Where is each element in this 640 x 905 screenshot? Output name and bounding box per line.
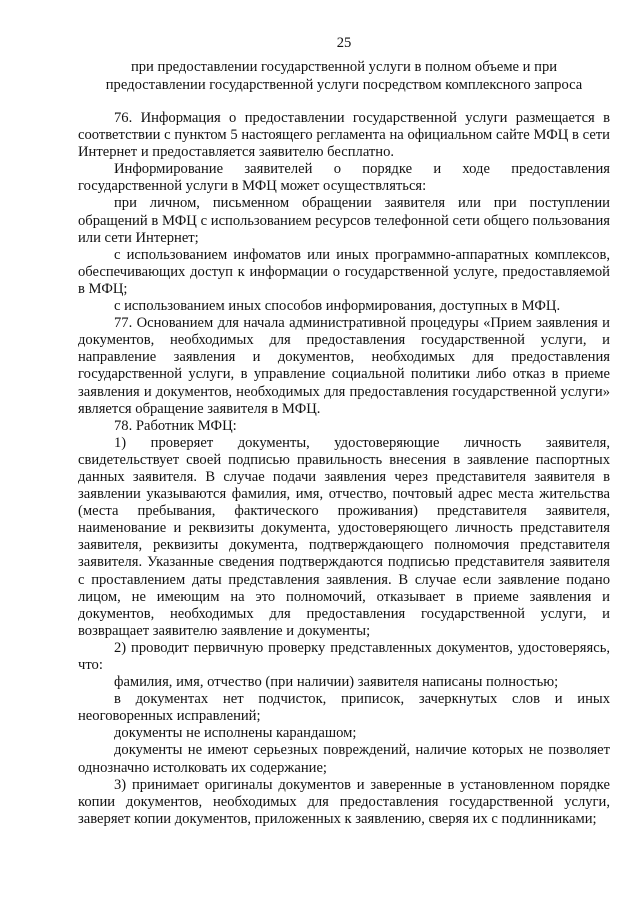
paragraph-full-name-check: фамилия, имя, отчество (при наличии) заявителя написаны полностью; <box>114 674 559 691</box>
section-heading-line-1: при предоставлении государственной услуги в полном объеме и при <box>130 59 558 75</box>
section-heading-line-2: предоставлении государственной услуги посредством комплексного запроса <box>105 76 583 93</box>
section-heading <box>78 59 610 94</box>
paragraph-no-pencil-check: документы не исполнены карандашом; <box>114 725 357 742</box>
paragraph-78-item-1: 1) проверяет документы, удостоверяющие личность заявителя, свидетельствует своей подписью правильность внесения в заявление паспортных данных заявителя. В случае подачи заявления через представителя заявителя в заявлении указываются фамилия, имя, отчество, почтовый адрес места жительства (места пребывания, фактического проживания) представителя заявителя, наименование и реквизиты документа, удостоверяющего личность представителя заявителя, реквизиты документа, подтверждающего полномочия представителя заявителя. Указанные сведения подтверждаются подписью представителя заявителя с проставлением даты представления заявления. В случае если заявление подано лицом, не имеющим на это полномочий, отказывает в приеме заявления и документов, необходимых для предоставления государственной услуги, и возвращает заявителю заявление и документы; <box>78 434 610 639</box>
paragraph-personal-request: при личном, письменном обращении заявителя или при поступлении обращений в МФЦ с использованием ресурсов телефонной сети общего пользования или сети Интернет; <box>78 195 610 246</box>
page-number: 25 <box>336 35 352 51</box>
paragraph-no-damage-check: документы не имеют серьезных повреждений, наличие которых не позволяет однозначно истолковать их содержание; <box>78 742 610 776</box>
paragraph-other-methods: с использованием иных способов информирования, доступных в МФЦ. <box>114 298 561 315</box>
paragraph-78-item-2: 2) проводит первичную проверку представленных документов, удостоверяясь, что: <box>78 639 610 673</box>
paragraph-78: 78. Работник МФЦ: <box>114 417 237 434</box>
paragraph-78-item-3: 3) принимает оригиналы документов и заверенные в установленном порядке копии документов, необходимых для предоставления государственной услуги, заверяет копии документов, приложенных к заявлению, сверяя их с подлинниками; <box>78 776 610 827</box>
paragraph-76: 76. Информация о предоставлении государственной услуги размещается в соответствии с пунктом 5 настоящего регламента на официальном сайте МФЦ в сети Интернет и предоставляется заявителю бесплатно. <box>78 110 610 161</box>
paragraph-infomats: с использованием инфоматов или иных программно-аппаратных комплексов, обеспечивающих доступ к информации о государственной услуге, предоставляемой в МФЦ; <box>78 246 610 297</box>
paragraph-informing-intro: Информирование заявителей о порядке и ходе предоставления государственной услуги в МФЦ может осуществляться: <box>78 161 610 195</box>
paragraph-77: 77. Основанием для начала административной процедуры «Прием заявления и документов, необходимых для предоставления государственной услуги, и направление заявления и документов, необходимых для предоставления государственной услуги, в управление социальной политики либо отказ в приеме заявления и документов, необходимых для предоставления государственной услуги» является обращение заявителя в МФЦ. <box>78 315 610 417</box>
document-page <box>78 34 610 828</box>
paragraph-no-corrections-check: в документах нет подчисток, приписок, зачеркнутых слов и иных неоговоренных исправлений; <box>78 691 610 725</box>
